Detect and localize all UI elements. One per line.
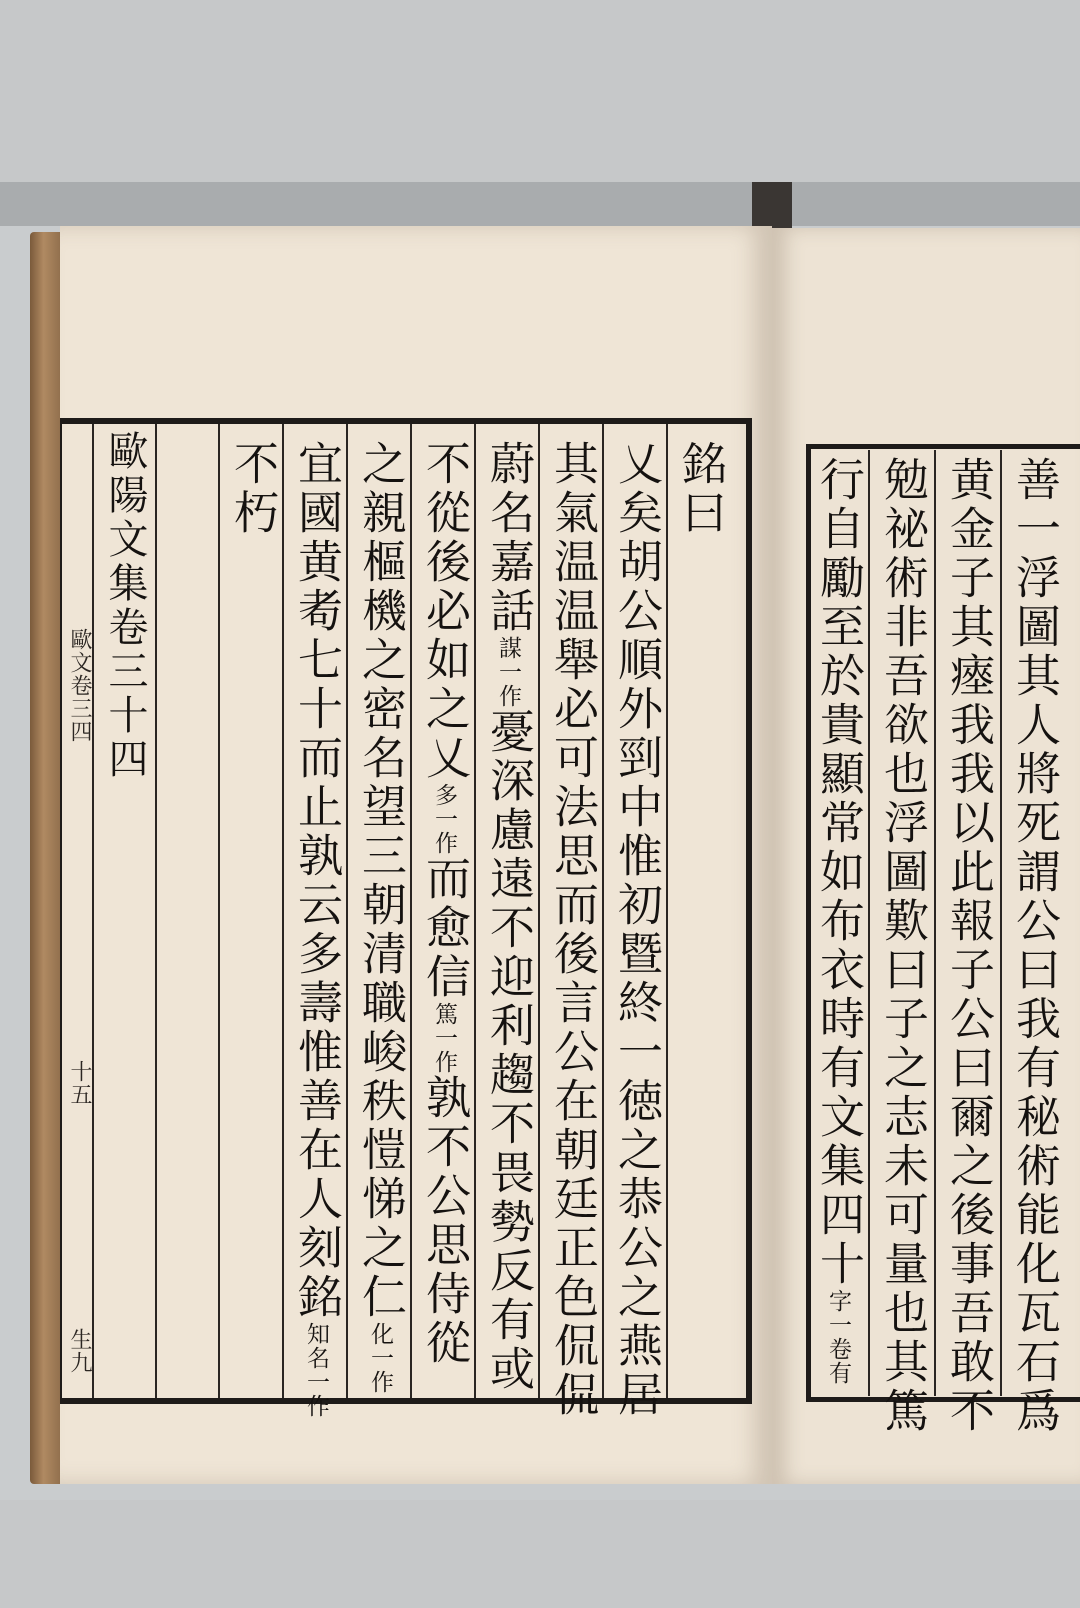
right-text-column-2: 黄金子其瘞我我以此報子公曰爾之後事吾敢不	[942, 456, 995, 1436]
volume-title-column: 歐陽文集卷三十四	[102, 430, 148, 782]
margin-note-bottom: 生九	[67, 1328, 92, 1374]
main-text: 之親樞機之密名望三朝清職峻秩愷悌之仁	[354, 440, 407, 1322]
column-rule	[92, 424, 94, 1398]
main-text: 而愈信	[418, 855, 471, 1002]
text-column-4	[478, 440, 538, 1394]
margin-note-page: 十五	[67, 1060, 92, 1106]
text-column-3: 其氣温温舉必可法思而後言公在朝廷正色侃侃	[546, 440, 599, 1420]
column-rule	[474, 424, 476, 1398]
inline-variant-note: 字一	[825, 1289, 851, 1337]
text-column-7	[286, 440, 346, 1418]
main-text: 行自勵至於貴顯常如布衣時有文集四十	[812, 456, 865, 1289]
main-text: 不從後必如之乂	[418, 440, 471, 783]
main-text: 蔚名嘉話	[482, 440, 535, 636]
column-rule	[934, 450, 936, 1396]
column-rule	[346, 424, 348, 1398]
background-bottom	[0, 1500, 1080, 1608]
column-rule	[666, 424, 668, 1398]
right-text-column-3: 勉祕術非吾欲也浮圖歎曰子之志未可量也其篤	[876, 456, 929, 1436]
text-column-2: 乂矣胡公順外剄中惟初暨終一徳之恭公之燕居	[610, 440, 663, 1420]
text-column-6	[350, 440, 410, 1394]
inline-variant-note: 化	[367, 1322, 393, 1346]
column-rule	[282, 424, 284, 1398]
column-rule	[538, 424, 540, 1398]
column-rule	[868, 450, 870, 1396]
column-rule	[155, 424, 157, 1398]
text-column-1: 銘曰	[674, 440, 727, 538]
inline-variant-note: 知名	[303, 1322, 329, 1370]
right-text-column-1: 善一浮圖其人將死謂公曰我有秘術能化瓦石爲	[1008, 456, 1061, 1436]
main-text: 孰不公思侍從	[418, 1074, 471, 1368]
column-rule	[602, 424, 604, 1398]
inline-variant-note: 一作	[431, 1026, 457, 1074]
inline-variant-note: 多	[431, 783, 457, 807]
main-text: 憂深慮遠不迎利趨不畏勢反有或	[482, 708, 535, 1394]
inline-variant-note: 卷有	[825, 1337, 851, 1385]
column-rule	[218, 424, 220, 1398]
inline-variant-note: 一作	[303, 1370, 329, 1418]
column-rule	[1000, 450, 1002, 1396]
column-rule	[410, 424, 412, 1398]
book-spine-edge	[30, 232, 64, 1484]
right-text-column-4	[808, 456, 868, 1396]
inline-variant-note: 一作	[367, 1346, 393, 1394]
inline-variant-note: 謀	[495, 636, 521, 660]
background-top	[0, 0, 1080, 182]
text-column-8: 不朽	[226, 440, 279, 538]
margin-note-top: 歐文卷三四	[67, 628, 92, 743]
inline-variant-note: 一作	[431, 807, 457, 855]
inline-variant-note: 一作	[495, 660, 521, 708]
background-shadow	[0, 182, 1080, 226]
text-column-5	[414, 440, 474, 1390]
inline-variant-note: 篤	[431, 1002, 457, 1026]
main-text: 宜國黄耇七十而止孰云多壽惟善在人刻銘	[290, 440, 343, 1322]
